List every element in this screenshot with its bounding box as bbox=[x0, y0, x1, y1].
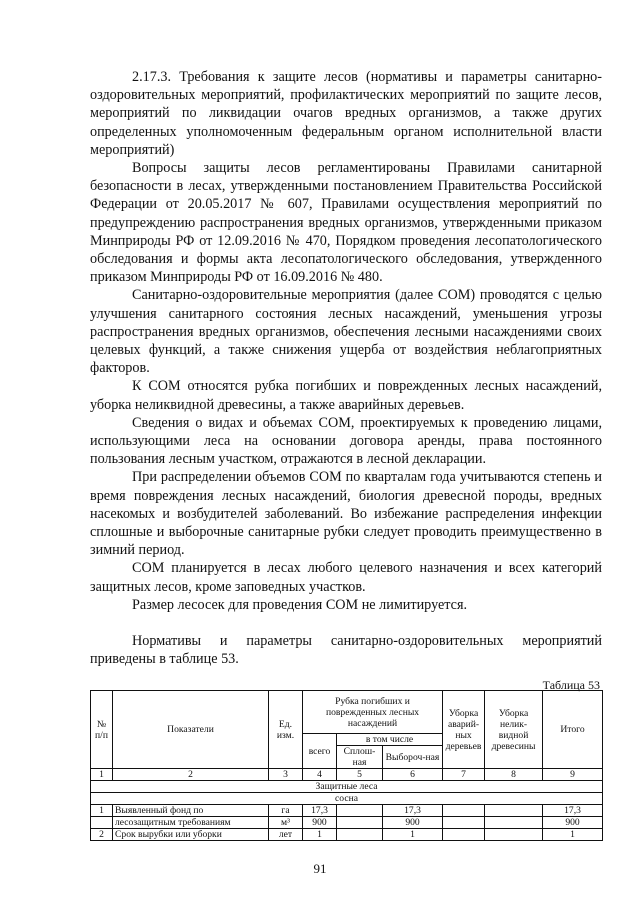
cell-sum: 900 bbox=[543, 817, 603, 829]
cell-clear bbox=[337, 817, 383, 829]
cell-illiquid bbox=[485, 805, 543, 817]
cell-selective: 900 bbox=[383, 817, 443, 829]
cell-unit: м³ bbox=[269, 817, 303, 829]
table-row bbox=[91, 829, 603, 841]
cell-total: 900 bbox=[303, 817, 337, 829]
header-illiquid: Уборка нелик-видной древесины bbox=[485, 691, 543, 769]
cell-clear bbox=[337, 805, 383, 817]
cell-selective: 17,3 bbox=[383, 805, 443, 817]
header-felling: Рубка погибших и поврежденных лесных насаждений bbox=[303, 691, 443, 734]
header-emergency: Уборка аварий-ных деревьев bbox=[443, 691, 485, 769]
cell-num bbox=[91, 817, 113, 829]
measures-table bbox=[90, 690, 603, 841]
cell-total: 17,3 bbox=[303, 805, 337, 817]
header-indicator: Показатели bbox=[113, 691, 269, 769]
header-sum: Итого bbox=[543, 691, 603, 769]
col-number: 3 bbox=[269, 769, 303, 781]
cell-emergency bbox=[443, 817, 485, 829]
table-row bbox=[91, 817, 603, 829]
header-num: № п/п bbox=[91, 691, 113, 769]
cell-selective: 1 bbox=[383, 829, 443, 841]
col-number: 8 bbox=[485, 769, 543, 781]
cell-illiquid bbox=[485, 817, 543, 829]
col-number: 7 bbox=[443, 769, 485, 781]
cell-illiquid bbox=[485, 829, 543, 841]
header-unit: Ед. изм. bbox=[269, 691, 303, 769]
table-subsection-row: сосна bbox=[91, 793, 603, 805]
cell-emergency bbox=[443, 805, 485, 817]
cell-indicator: Выявленный фонд по bbox=[113, 805, 269, 817]
cell-clear bbox=[337, 829, 383, 841]
table-intro-paragraph: Нормативы и параметры санитарно-оздоровительных мероприятий приведены в таблице 53. bbox=[90, 633, 602, 668]
table-row bbox=[91, 805, 603, 817]
cell-sum: 1 bbox=[543, 829, 603, 841]
page-number: 91 bbox=[313, 861, 327, 876]
col-number: 2 bbox=[113, 769, 269, 781]
col-number: 1 bbox=[91, 769, 113, 781]
paragraph: Размер лесосек для проведения СОМ не лимитируется. bbox=[132, 596, 468, 613]
col-number: 9 bbox=[543, 769, 603, 781]
col-number: 6 bbox=[383, 769, 443, 781]
col-number: 4 bbox=[303, 769, 337, 781]
header-including: в том числе bbox=[337, 734, 443, 746]
paragraph: Санитарно-оздоровительные мероприятия (далее СОМ) проводятся с целью улучшения санитарного состояния лесных насаждений, уменьшения угрозы распространения вредных организмов, обеспечения лесными насаждениями своих целевых функций, а также снижения ущерба от воздействия неблагоприятных факторов. bbox=[90, 287, 602, 377]
cell-unit: лет bbox=[269, 829, 303, 841]
table-caption: Таблица 53 bbox=[542, 678, 600, 692]
cell-num: 2 bbox=[91, 829, 113, 841]
header-total: всего bbox=[303, 734, 337, 769]
cell-num: 1 bbox=[91, 805, 113, 817]
cell-unit: га bbox=[269, 805, 303, 817]
cell-indicator: лесозащитным требованиям bbox=[113, 817, 269, 829]
body-text bbox=[90, 68, 602, 669]
header-selective: Выбороч-ная bbox=[383, 746, 443, 769]
paragraph: К СОМ относятся рубка погибших и поврежденных лесных насаждений, уборка неликвидной древесины, а также аварийных деревьев. bbox=[90, 378, 602, 413]
table-section-row: Защитные леса bbox=[91, 781, 603, 793]
cell-emergency bbox=[443, 829, 485, 841]
cell-total: 1 bbox=[303, 829, 337, 841]
cell-indicator: Срок вырубки или уборки bbox=[113, 829, 269, 841]
header-clear: Сплош-ная bbox=[337, 746, 383, 769]
paragraph-section-heading: 2.17.3. Требования к защите лесов (нормативы и параметры санитарно-оздоровительных мероприятий, профилактических мероприятий по защите лесов, мероприятий по ликвидации очагов вредных организмов, а также других определенных уполномоченным федеральным органом исполнительной власти мероприятий) bbox=[90, 69, 602, 158]
cell-sum: 17,3 bbox=[543, 805, 603, 817]
paragraph: СОМ планируется в лесах любого целевого назначения и всех категорий защитных лесов, кроме заповедных участков. bbox=[90, 560, 602, 595]
paragraph: Вопросы защиты лесов регламентированы Правилами санитарной безопасности в лесах, утвержденными постановлением Правительства Российской Федерации от 20.05.2017 № 607, Правилами осуществления мероприятий по предупреждению распространения вредных организмов, утвержденными приказом Минприроды РФ от 12.09.2016 № 470, Порядком проведения лесопатологического обследования и формы акта лесопатологического обследования, утвержденного приказом Минприроды РФ от 16.09.2016 № 480. bbox=[90, 160, 602, 286]
paragraph: При распределении объемов СОМ по кварталам года учитываются степень и время повреждения лесных насаждений, биология древесной породы, вредных насекомых и возбудителей заболеваний. Во избежание распределения инфекции сплошные и выборочные санитарные рубки следует проводить преимущественно в зимний период. bbox=[90, 469, 602, 559]
col-number: 5 bbox=[337, 769, 383, 781]
paragraph: Сведения о видах и объемах СОМ, проектируемых к проведению лицами, использующими леса на основании договора аренды, права постоянного пользования лесным участком, отражаются в лесной декларации. bbox=[90, 414, 602, 468]
